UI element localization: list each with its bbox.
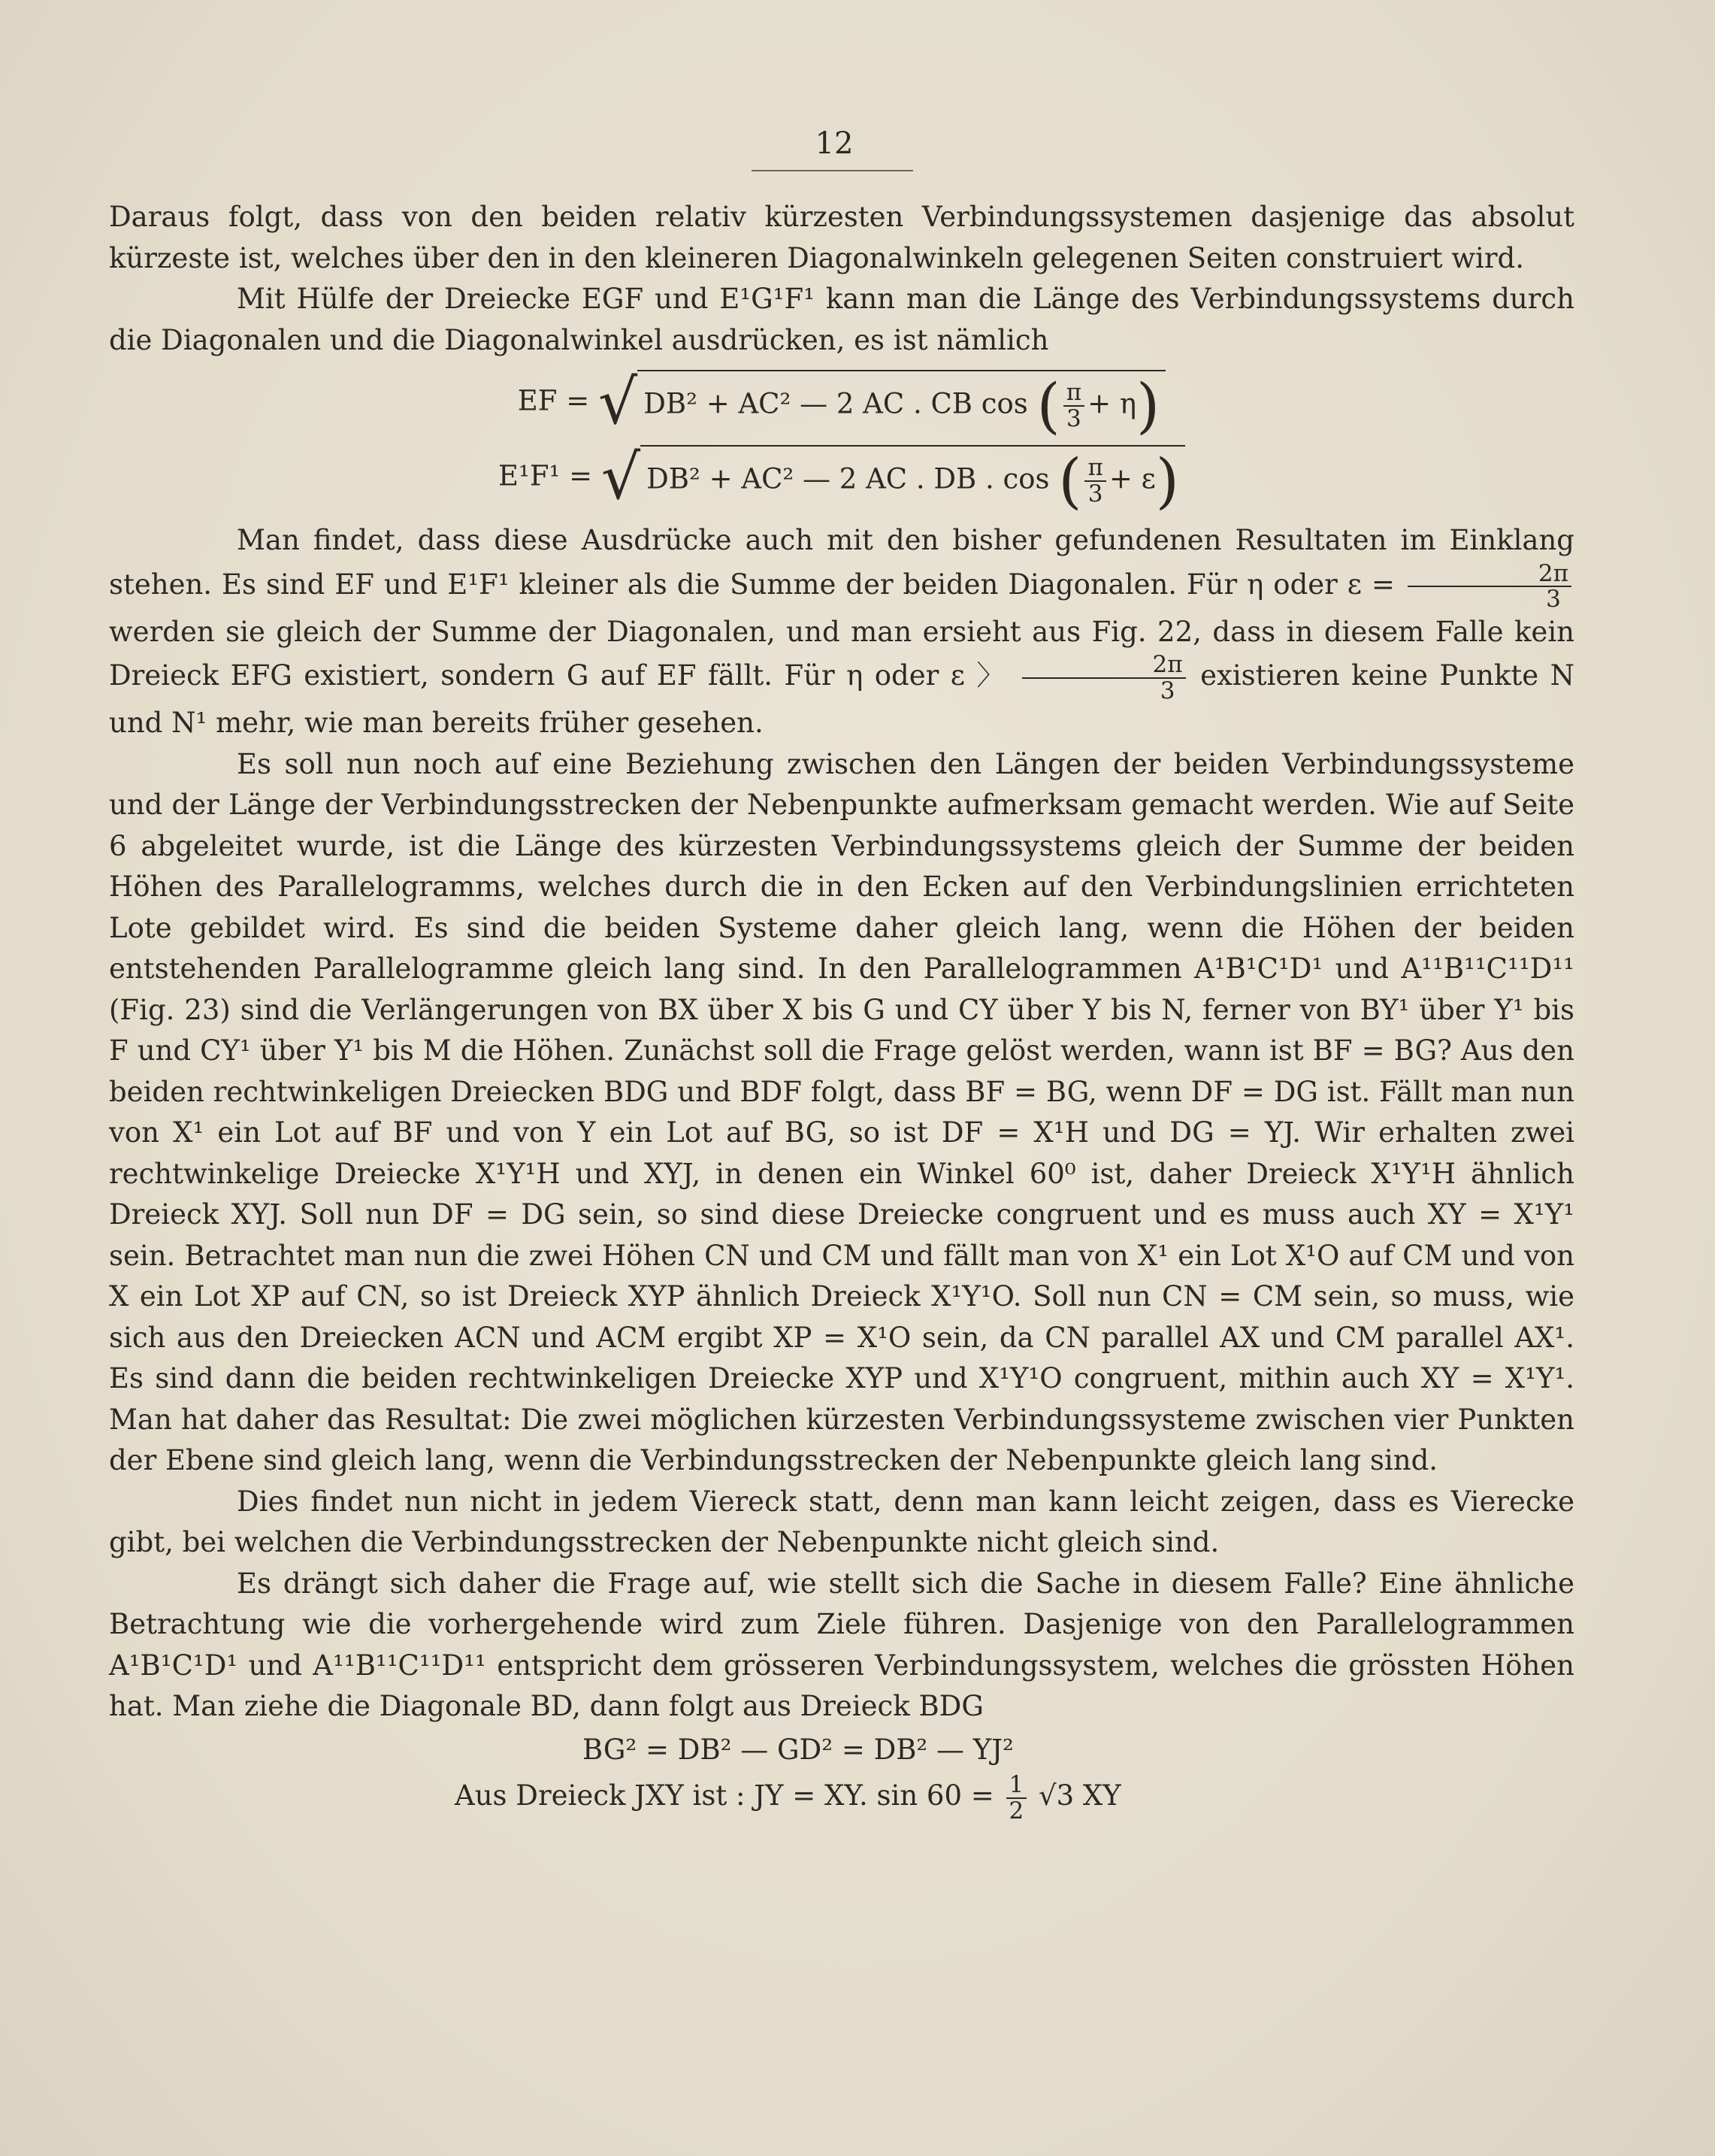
paragraph-5: Dies findet nun nicht in jedem Viereck statt, denn man kann leicht zeigen, dass es Vierecke gibt, bei welchen die Verbindungsstrecken der Nebenpunkte nicht gleich sind.: [109, 1485, 1574, 1559]
paragraph-1: Daraus folgt, dass von den beiden relativ kürzesten Verbindungssystemen dasjenige das absolut kürzeste ist, welches über den in den kleineren Diagonalwinkeln gelegenen Seiten construiert wird.: [109, 201, 1574, 274]
paragraph-4: Es soll nun noch auf eine Beziehung zwischen den Längen der beiden Verbindungssysteme und der Länge der Verbindungsstrecken der Nebenpunkte aufmerksam gemacht werden. Wie auf Seite 6 abgeleitet wurde, ist die Länge des kürzesten Verbindungssystems gleich der Summe der beiden Höhen des Parallelogramms, welches durch die in den Ecken auf den Verbindungslinien errichteten Lote gebildet wird. Es sind die beiden Systeme daher gleich lang, wenn die Höhen der beiden entstehenden Parallelogramme gleich lang sind. In den Parallelogrammen A¹B¹C¹D¹ und A¹¹B¹¹C¹¹D¹¹ (Fig. 23) sind die Verlängerungen von BX über X bis G und CY über Y bis N, ferner von BY¹ über Y¹ bis F und CY¹ über Y¹ bis M die Höhen. Zunächst soll die Frage gelöst werden, wann ist BF = BG? Aus den beiden rechtwinkeligen Dreiecken BDG und BDF folgt, dass BF = BG, wenn DF = DG ist. Fällt man nun von X¹ ein Lot auf BF und von Y ein Lot auf BG, so ist DF = X¹H und DG = YJ. Wir erhalten zwei rechtwinkelige Dreiecke X¹Y¹H und XYJ, in denen ein Winkel 60⁰ ist, daher Dreieck X¹Y¹H ähnlich Dreieck XYJ. Soll nun DF = DG sein, so sind diese Dreiecke congruent und es muss auch XY = X¹Y¹ sein. Betrachtet man nun die zwei Höhen CN und CM und fällt man von X¹ ein Lot X¹O auf CM und von X ein Lot XP auf CN, so ist Dreieck XYP ähnlich Dreieck X¹Y¹O. Soll nun CN = CM sein, so muss, wie sich aus den Dreiecken ACN und ACM ergibt XP = X¹O sein, da CN parallel AX und CM parallel AX¹. Es sind dann die beiden rechtwinkeligen Dreiecke XYP und X¹Y¹O congruent, mithin auch XY = X¹Y¹. Man hat daher das Resultat: Die zwei möglichen kürzesten Verbindungssysteme zwischen vier Punkten der Ebene sind gleich lang, wenn die Verbindungsstrecken der Nebenpunkte gleich lang sind.: [109, 747, 1574, 1477]
radical-sign-icon: √: [600, 442, 641, 513]
formula-e1f1-lhs: E¹F¹ =: [498, 459, 593, 492]
header-rule: [752, 170, 913, 171]
formula-jy: Aus Dreieck JXY ist : JY = XY. sin 60 = $\frac{1}{2}$ √3 XY: [455, 1771, 1121, 1824]
frac-1-2: $\frac{1}{2}$: [1006, 1773, 1027, 1823]
body-text: [109, 197, 1574, 1829]
sqrt-ef: √ DB² + AC² — 2 AC . CB cos ( $\frac{\pi}{3}$ + η): [598, 370, 1166, 436]
paragraph-2: Mit Hülfe der Dreiecke EGF und E¹G¹F¹ kann man die Länge des Verbindungssystems durch die Diagonalen und die Diagonalwinkel ausdrücken, es ist nämlich: [109, 283, 1574, 356]
sqrt-e1f1: √ DB² + AC² — 2 AC . DB . cos ( $\frac{\pi}{3}$ + ε): [601, 445, 1185, 511]
frac-2pi-3: $\frac{2\pi}{3}$: [1022, 653, 1186, 703]
paragraph-6: Es drängt sich daher die Frage auf, wie stellt sich die Sache in diesem Falle? Eine ähnliche Betrachtung wie die vorhergehende wird zum Ziele führen. Dasjenige von den Parallelogrammen A¹B¹C¹D¹ und A¹¹B¹¹C¹¹D¹¹ entspricht dem grösseren Verbindungssystem, welches die grössten Höhen hat. Man ziehe die Diagonale BD, dann folgt aus Dreieck BDG: [109, 1567, 1574, 1723]
paragraph-3: Man findet, dass diese Ausdrücke auch mit den bisher gefundenen Resultaten im Einklang stehen. Es sind EF und E¹F¹ kleiner als die Summe der beiden Diagonalen. Für η oder ε = $\frac{2\pi}{3}$ werden sie gleich der Summe der Diagonalen, und man ersieht aus Fig. 22, dass in diesem Falle kein Dreieck EFG existiert, sondern G auf EF fällt. Für η oder ε 〉 $\frac{2\pi}{3}$ existieren keine Punkte N und N¹ mehr, wie man bereits früher gesehen.: [109, 524, 1574, 740]
formula-e1f1-epsilon: + ε: [1109, 462, 1156, 495]
frac-pi-3: $\frac{\pi}{3}$: [1063, 380, 1084, 431]
formula-ef-radicand: DB² + AC² — 2 AC . CB cos: [643, 387, 1028, 420]
formula-bg2: BG² = DB² — GD² = DB² — YJ²: [582, 1733, 1014, 1766]
formula-e1f1: [109, 442, 1574, 516]
frac-pi-3: $\frac{\pi}{3}$: [1084, 456, 1106, 506]
formula-e1f1-radicand: DB² + AC² — 2 AC . DB . cos: [646, 462, 1050, 495]
formula-ef: [109, 367, 1574, 441]
frac-2pi-3: $\frac{2\pi}{3}$: [1408, 562, 1571, 612]
radical-sign-icon: √: [597, 367, 638, 438]
formula-ef-lhs: EF =: [517, 384, 590, 417]
formula-ef-eta: + η: [1087, 387, 1137, 420]
page-number: 12: [815, 126, 854, 161]
